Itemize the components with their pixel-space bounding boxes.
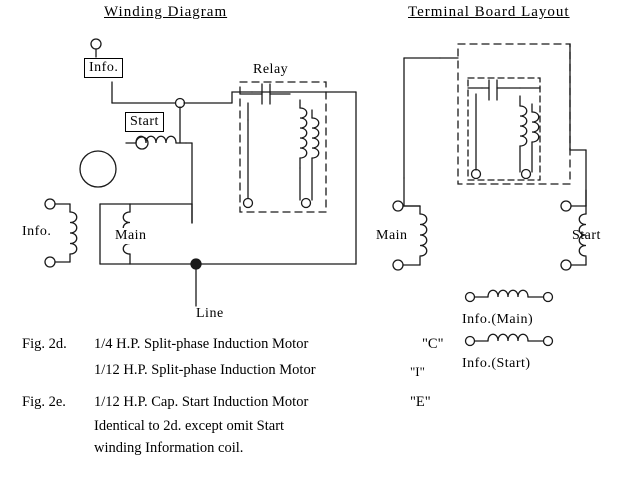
caption-line2-code: "I" [410, 364, 425, 379]
terminal-dot [466, 293, 475, 302]
terminal-dot [302, 199, 311, 208]
left-diagram-title: Winding Diagram [104, 4, 228, 20]
terminal-dot [176, 99, 185, 108]
terminal-dot [472, 170, 481, 179]
caption-figure-2e: Fig. 2e. [22, 394, 66, 410]
caption-line4-text: Identical to 2d. except omit Start [94, 418, 285, 434]
relay-enclosure [240, 82, 326, 212]
label-relay: Relay [250, 62, 291, 78]
caption-line-1 [22, 336, 622, 362]
terminal-board-outline [458, 44, 570, 184]
capacitor-symbol [262, 84, 270, 104]
legend-info-main: Info.(Main) [462, 312, 534, 327]
label-start-left: Start [125, 112, 164, 132]
label-line: Line [196, 306, 224, 321]
label-main-right: Main [376, 228, 408, 243]
caption-block [22, 336, 622, 462]
legend-info-start: Info.(Start) [462, 356, 531, 371]
label-main-left: Main [112, 228, 150, 244]
label-start-right: Start [572, 228, 601, 243]
terminal-dot [393, 201, 403, 211]
terminal-dot [561, 260, 571, 270]
right-diagram-title: Terminal Board Layout [408, 4, 570, 20]
caption-line1-code: "C" [422, 336, 444, 352]
caption-line-4 [22, 418, 622, 440]
terminal-dot [91, 39, 101, 49]
caption-line1-text: 1/4 H.P. Split-phase Induction Motor [94, 336, 309, 352]
caption-line3-code: "E" [410, 394, 431, 410]
label-info-mid-left: Info. [22, 224, 52, 239]
caption-line-5 [22, 440, 622, 462]
terminal-dot [544, 293, 553, 302]
label-info-top-left: Info. [84, 58, 123, 78]
capacitor-symbol-right [489, 80, 497, 100]
caption-line-2 [22, 362, 622, 394]
terminal-dot [393, 260, 403, 270]
terminal-dot [45, 199, 55, 209]
caption-line2-text: 1/12 H.P. Split-phase Induction Motor [94, 362, 316, 378]
relay-enclosure-right [468, 78, 540, 180]
caption-line3-text: 1/12 H.P. Cap. Start Induction Motor [94, 394, 309, 410]
caption-line-3 [22, 394, 622, 418]
rotor-circle [80, 151, 116, 187]
terminal-dot [522, 170, 531, 179]
terminal-dot [45, 257, 55, 267]
terminal-dot [244, 199, 253, 208]
caption-line5-text: winding Information coil. [94, 440, 244, 456]
caption-figure-2d: Fig. 2d. [22, 336, 67, 352]
terminal-dot [561, 201, 571, 211]
